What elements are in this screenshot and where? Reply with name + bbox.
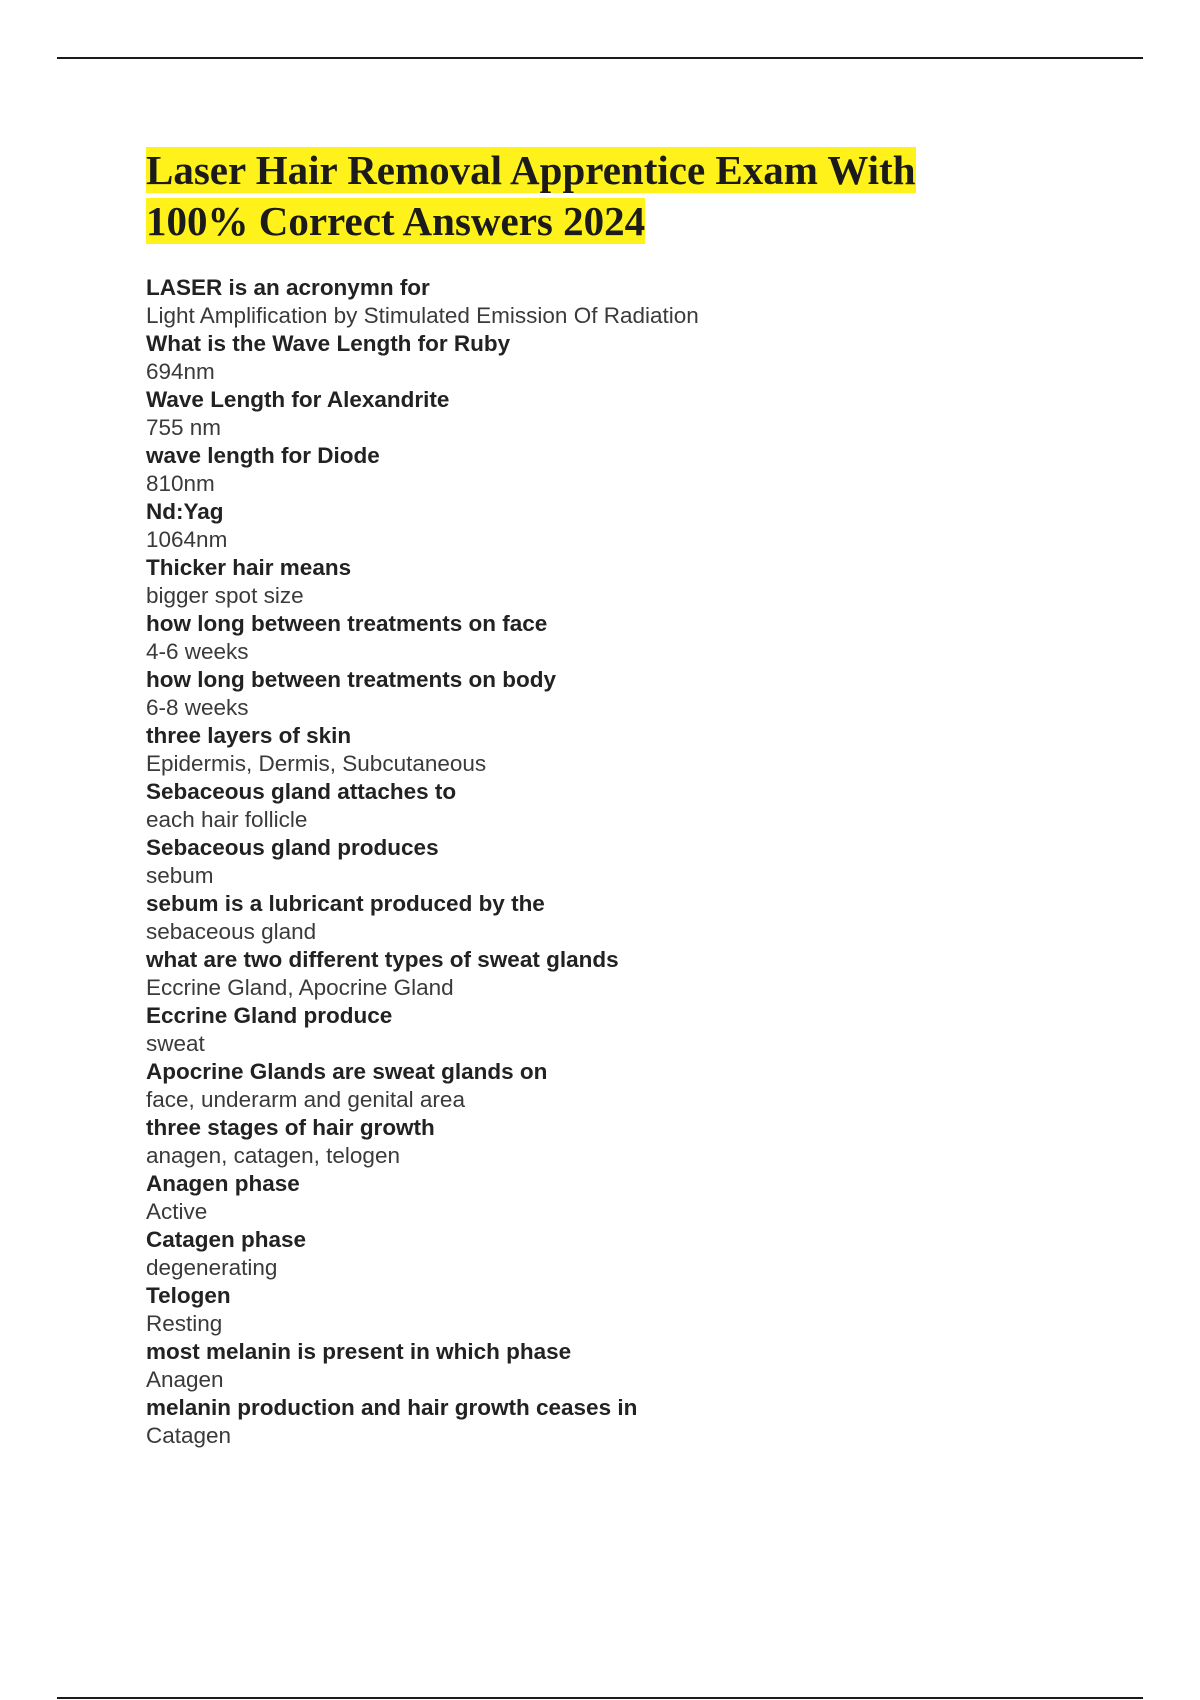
answer-text: degenerating: [146, 1255, 278, 1280]
question-text: Apocrine Glands are sweat glands on: [146, 1059, 548, 1084]
answer-text: sebaceous gland: [146, 919, 317, 944]
answer-text: 4-6 weeks: [146, 639, 249, 664]
bottom-divider: [57, 1697, 1143, 1699]
qa-item: [146, 778, 1106, 834]
document-title: [146, 145, 1106, 247]
title-line-1: Laser Hair Removal Apprentice Exam With: [146, 147, 916, 193]
question-text: three stages of hair growth: [146, 1115, 435, 1140]
qa-item: [146, 890, 1106, 946]
answer-text: 6-8 weeks: [146, 695, 249, 720]
question-text: LASER is an acronymn for: [146, 275, 430, 300]
question-text: sebum is a lubricant produced by the: [146, 891, 545, 916]
qa-item: [146, 1394, 1106, 1450]
question-text: how long between treatments on face: [146, 611, 548, 636]
qa-item: [146, 946, 1106, 1002]
question-text: melanin production and hair growth ceases in: [146, 1395, 638, 1420]
qa-item: [146, 610, 1106, 666]
question-text: Telogen: [146, 1283, 231, 1308]
qa-item: [146, 498, 1106, 554]
question-text: what are two different types of sweat glands: [146, 947, 619, 972]
answer-text: Anagen: [146, 1367, 224, 1392]
qa-item: [146, 834, 1106, 890]
question-text: Anagen phase: [146, 1171, 300, 1196]
answer-text: bigger spot size: [146, 583, 304, 608]
qa-item: [146, 1170, 1106, 1226]
answer-text: 755 nm: [146, 415, 222, 440]
question-text: wave length for Diode: [146, 443, 380, 468]
answer-text: sweat: [146, 1031, 205, 1056]
question-text: Thicker hair means: [146, 555, 352, 580]
qa-item: [146, 722, 1106, 778]
answer-text: each hair follicle: [146, 807, 308, 832]
top-divider: [57, 57, 1143, 59]
answer-text: face, underarm and genital area: [146, 1087, 465, 1112]
qa-item: [146, 274, 1106, 330]
answer-text: 810nm: [146, 471, 215, 496]
qa-item: [146, 1338, 1106, 1394]
qa-item: [146, 1114, 1106, 1170]
question-text: Nd:Yag: [146, 499, 224, 524]
question-text: Eccrine Gland produce: [146, 1003, 393, 1028]
answer-text: Resting: [146, 1311, 223, 1336]
qa-item: [146, 1226, 1106, 1282]
qa-item: [146, 442, 1106, 498]
answer-text: Eccrine Gland, Apocrine Gland: [146, 975, 454, 1000]
answer-text: Epidermis, Dermis, Subcutaneous: [146, 751, 487, 776]
qa-item: [146, 554, 1106, 610]
question-text: most melanin is present in which phase: [146, 1339, 572, 1364]
question-text: how long between treatments on body: [146, 667, 557, 692]
qa-item: [146, 386, 1106, 442]
title-line-2: 100% Correct Answers 2024: [146, 198, 646, 244]
question-text: Catagen phase: [146, 1227, 307, 1252]
qa-item: [146, 330, 1106, 386]
answer-text: anagen, catagen, telogen: [146, 1143, 400, 1168]
answer-text: Active: [146, 1199, 208, 1224]
question-text: Sebaceous gland attaches to: [146, 779, 457, 804]
answer-text: 694nm: [146, 359, 215, 384]
question-text: Sebaceous gland produces: [146, 835, 439, 860]
qa-item: [146, 1282, 1106, 1338]
qa-item: [146, 1002, 1106, 1058]
answer-text: sebum: [146, 863, 214, 888]
question-text: What is the Wave Length for Ruby: [146, 331, 511, 356]
qa-item: [146, 1058, 1106, 1114]
answer-text: Light Amplification by Stimulated Emission Of Radiation: [146, 303, 699, 328]
question-text: Wave Length for Alexandrite: [146, 387, 450, 412]
qa-item: [146, 666, 1106, 722]
answer-text: Catagen: [146, 1423, 232, 1448]
question-text: three layers of skin: [146, 723, 352, 748]
answer-text: 1064nm: [146, 527, 228, 552]
qa-list: [146, 274, 1106, 1450]
